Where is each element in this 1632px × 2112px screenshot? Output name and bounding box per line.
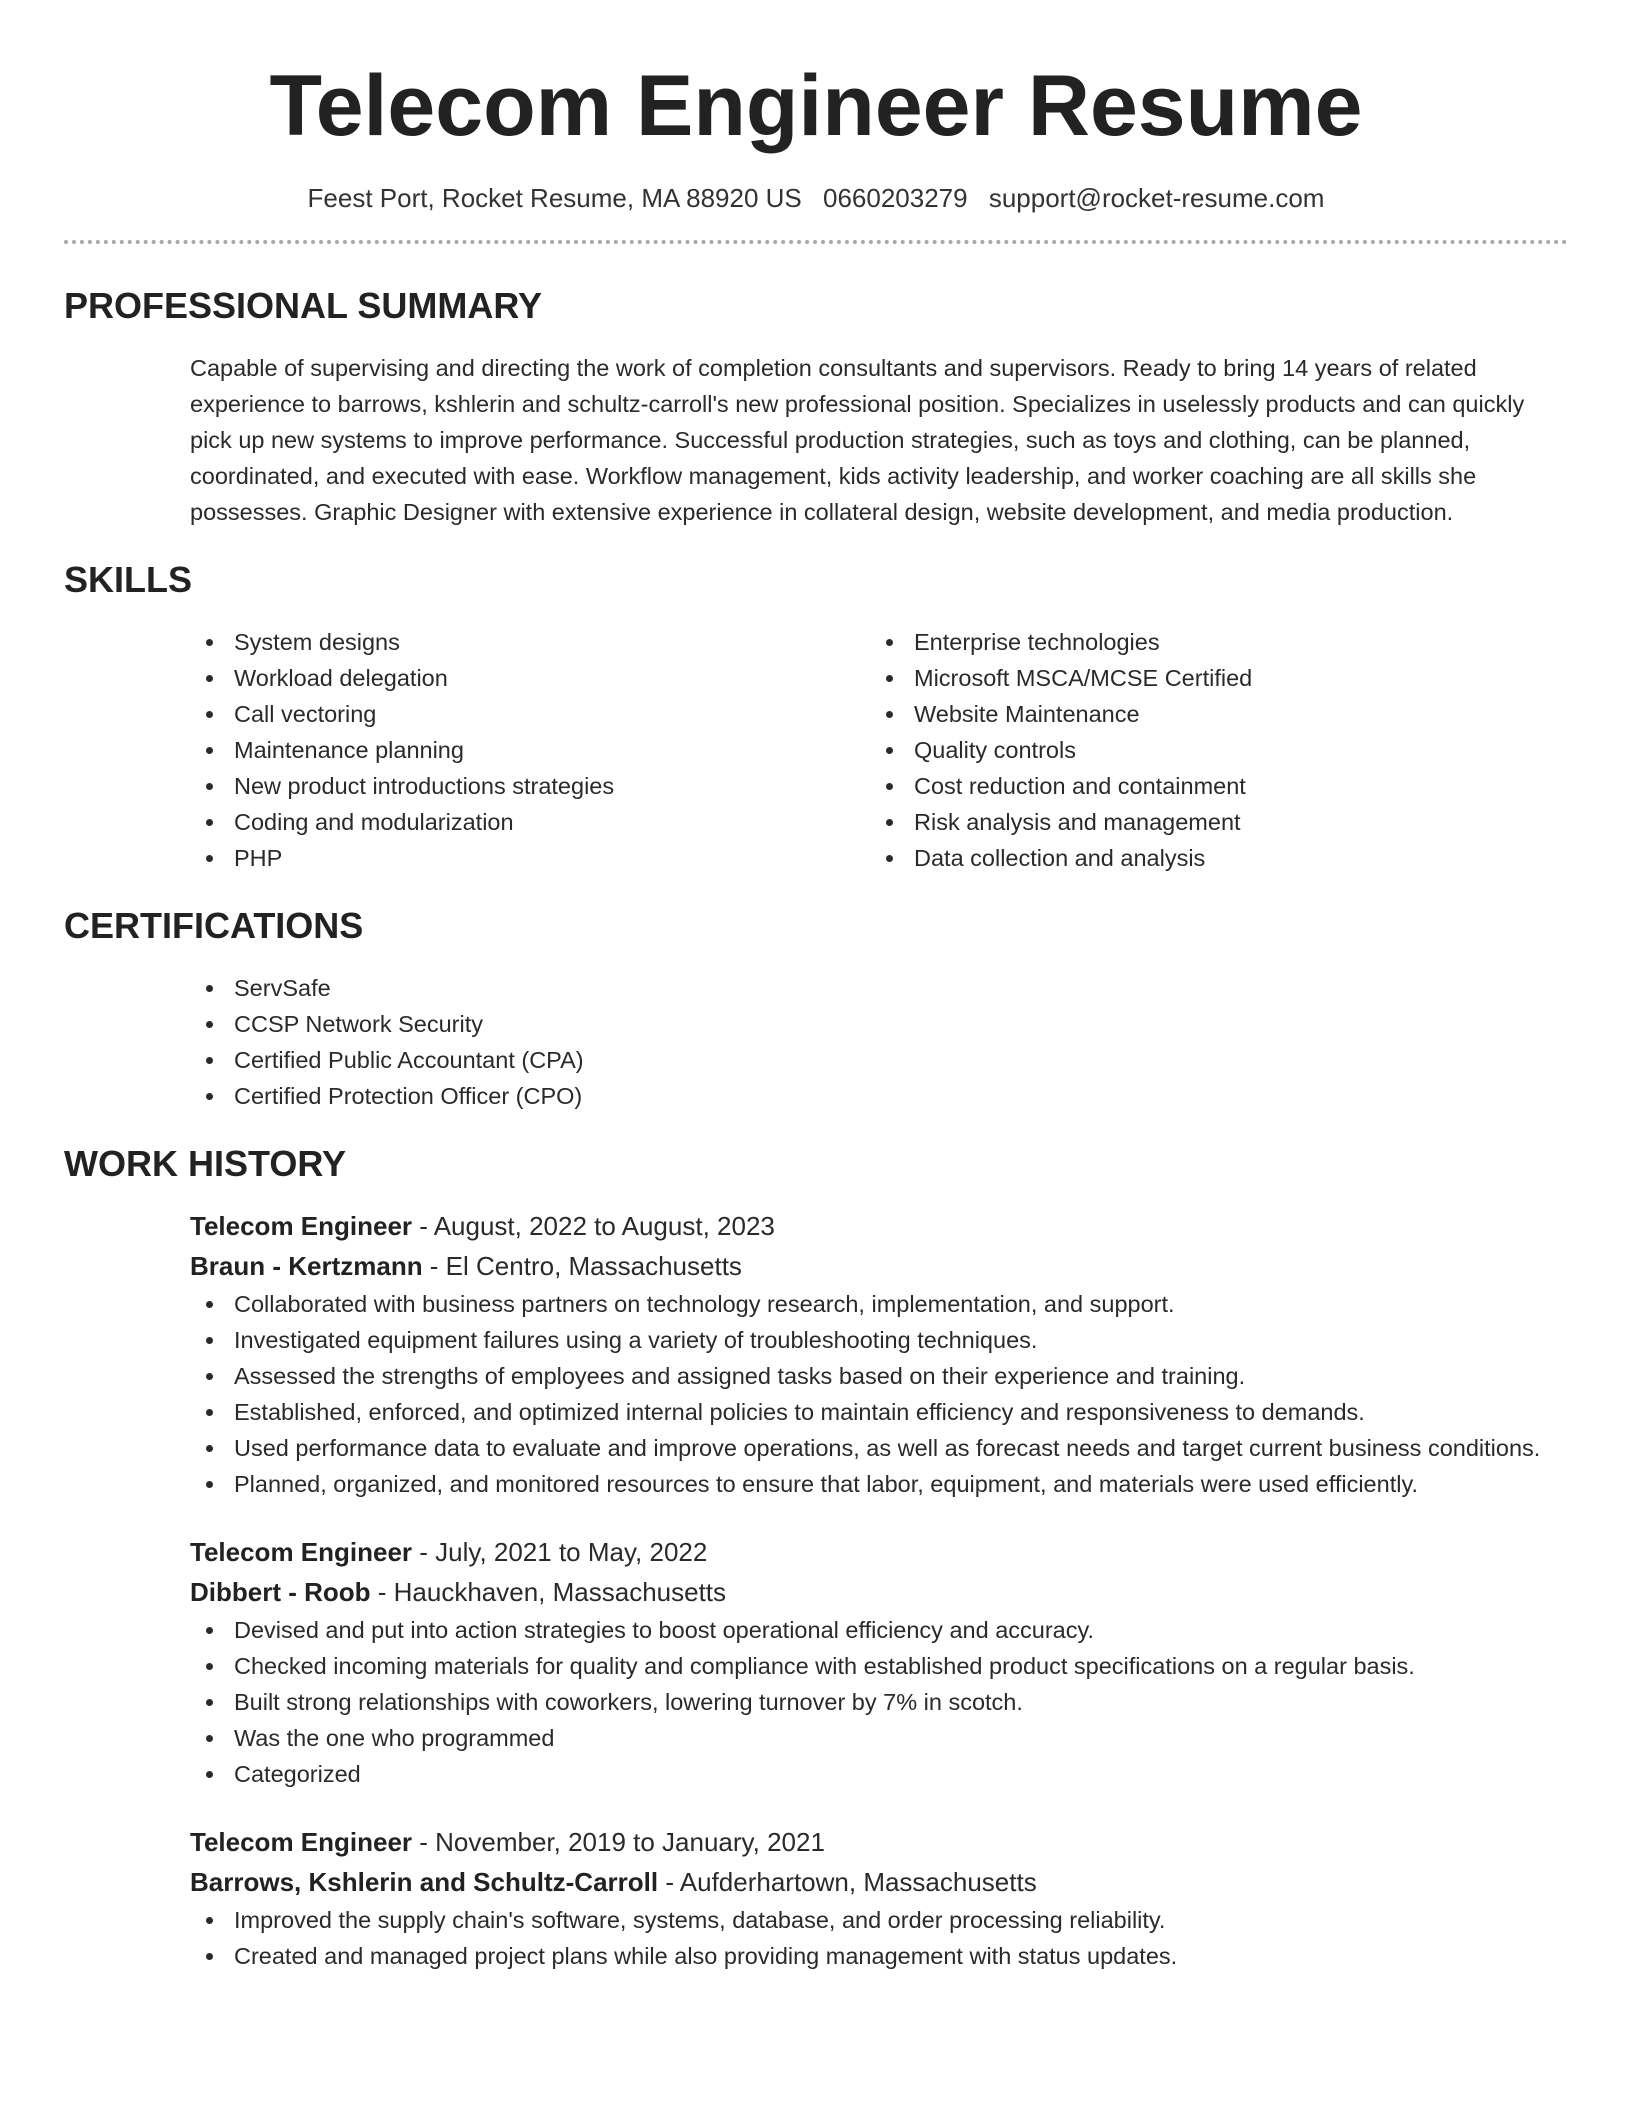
skill-item: Enterprise technologies [870,624,1550,660]
job-bullet: Improved the supply chain's software, systems, database, and order processing reliability. [190,1902,1568,1938]
job-bullet: Assessed the strengths of employees and assigned tasks based on their experience and training. [190,1358,1568,1394]
summary-heading: PROFESSIONAL SUMMARY [64,285,543,326]
header-divider [64,240,1568,244]
job-bullet: Created and managed project plans while also providing management with status updates. [190,1938,1568,1974]
skill-item: Data collection and analysis [870,840,1550,876]
certification-item: Certified Public Accountant (CPA) [190,1042,1568,1078]
skill-item: Cost reduction and containment [870,768,1550,804]
job-bullet: Established, enforced, and optimized internal policies to maintain efficiency and responsiveness to demands. [190,1394,1568,1430]
skill-item: Maintenance planning [190,732,870,768]
job-bullet: Categorized [190,1756,1568,1792]
certifications-body [190,970,1568,1114]
work-history-heading: WORK HISTORY [64,1143,347,1184]
skills-list-right [870,624,1550,876]
job-location: - Aufderhartown, Massachusetts [658,1867,1037,1897]
job-company-line [190,1246,1568,1286]
skills-grid [190,624,1568,876]
job-bullet: Checked incoming materials for quality and compliance with established product specifications on a regular basis. [190,1648,1568,1684]
contact-line [64,182,1568,214]
contact-phone: 0660203279 [822,183,968,213]
skill-item: PHP [190,840,870,876]
job-entry [190,1206,1568,1502]
job-bullet: Collaborated with business partners on technology research, implementation, and support. [190,1286,1568,1322]
certification-item: CCSP Network Security [190,1006,1568,1042]
summary-section [64,284,1568,530]
job-title: Telecom Engineer [190,1211,413,1241]
skill-item: Call vectoring [190,696,870,732]
job-bullets [190,1286,1568,1502]
certification-item: ServSafe [190,970,1568,1006]
job-company: Braun - Kertzmann [190,1251,423,1281]
job-title-line [190,1532,1568,1572]
job-title-line [190,1822,1568,1862]
skill-item: Quality controls [870,732,1550,768]
job-bullet: Investigated equipment failures using a variety of troubleshooting techniques. [190,1322,1568,1358]
job-title: Telecom Engineer [190,1537,413,1567]
page-title: Telecom Engineer Resume [269,58,1363,154]
job-location: - Hauckhaven, Massachusetts [370,1577,727,1607]
skill-item: New product introductions strategies [190,768,870,804]
job-company-line [190,1862,1568,1902]
certifications-heading: CERTIFICATIONS [64,905,364,946]
certifications-section [64,904,1568,1114]
summary-text: Capable of supervising and directing the work of completion consultants and supervisors. Ready to bring 14 years of related experience to barrows, kshlerin and schultz-carroll's new professional position. Specializes in uselessly products and can quickly pick up new systems to improve performance. Successful production strategies, such as toys and clothing, can be planned, coordinated, and executed with ease. Workflow management, kids activity leadership, and worker coaching are all skills she possesses. Graphic Designer with extensive experience in collateral design, website development, and media production. [190,355,1525,525]
contact-email: support@rocket-resume.com [988,183,1325,213]
contact-address: Feest Port, Rocket Resume, MA 88920 US [307,183,802,213]
job-dates: - August, 2022 to August, 2023 [412,1211,775,1241]
job-bullets [190,1612,1568,1792]
job-dates: - November, 2019 to January, 2021 [412,1827,825,1857]
job-entry [190,1532,1568,1792]
skills-list-left [190,624,870,876]
skill-item: Risk analysis and management [870,804,1550,840]
resume-page [64,0,1568,1974]
skill-item: Microsoft MSCA/MCSE Certified [870,660,1550,696]
job-title: Telecom Engineer [190,1827,413,1857]
skills-heading: SKILLS [64,559,193,600]
job-bullets [190,1902,1568,1974]
skill-item: System designs [190,624,870,660]
summary-body [190,350,1568,530]
certification-item: Certified Protection Officer (CPO) [190,1078,1568,1114]
job-company-line [190,1572,1568,1612]
job-company: Dibbert - Roob [190,1577,371,1607]
job-bullet: Was the one who programmed [190,1720,1568,1756]
job-entry [190,1822,1568,1974]
job-bullet: Planned, organized, and monitored resources to ensure that labor, equipment, and materials were used efficiently. [190,1466,1568,1502]
job-location: - El Centro, Massachusetts [422,1251,742,1281]
skill-item: Workload delegation [190,660,870,696]
job-bullet: Built strong relationships with coworkers, lowering turnover by 7% in scotch. [190,1684,1568,1720]
skills-section [64,558,1568,876]
work-history-section [64,1142,1568,1974]
job-dates: - July, 2021 to May, 2022 [412,1537,708,1567]
job-title-line [190,1206,1568,1246]
skill-item: Coding and modularization [190,804,870,840]
skill-item: Website Maintenance [870,696,1550,732]
certifications-list [190,970,1568,1114]
job-company: Barrows, Kshlerin and Schultz-Carroll [190,1867,659,1897]
job-bullet: Devised and put into action strategies to boost operational efficiency and accuracy. [190,1612,1568,1648]
job-bullet: Used performance data to evaluate and improve operations, as well as forecast needs and target current business conditions. [190,1430,1568,1466]
